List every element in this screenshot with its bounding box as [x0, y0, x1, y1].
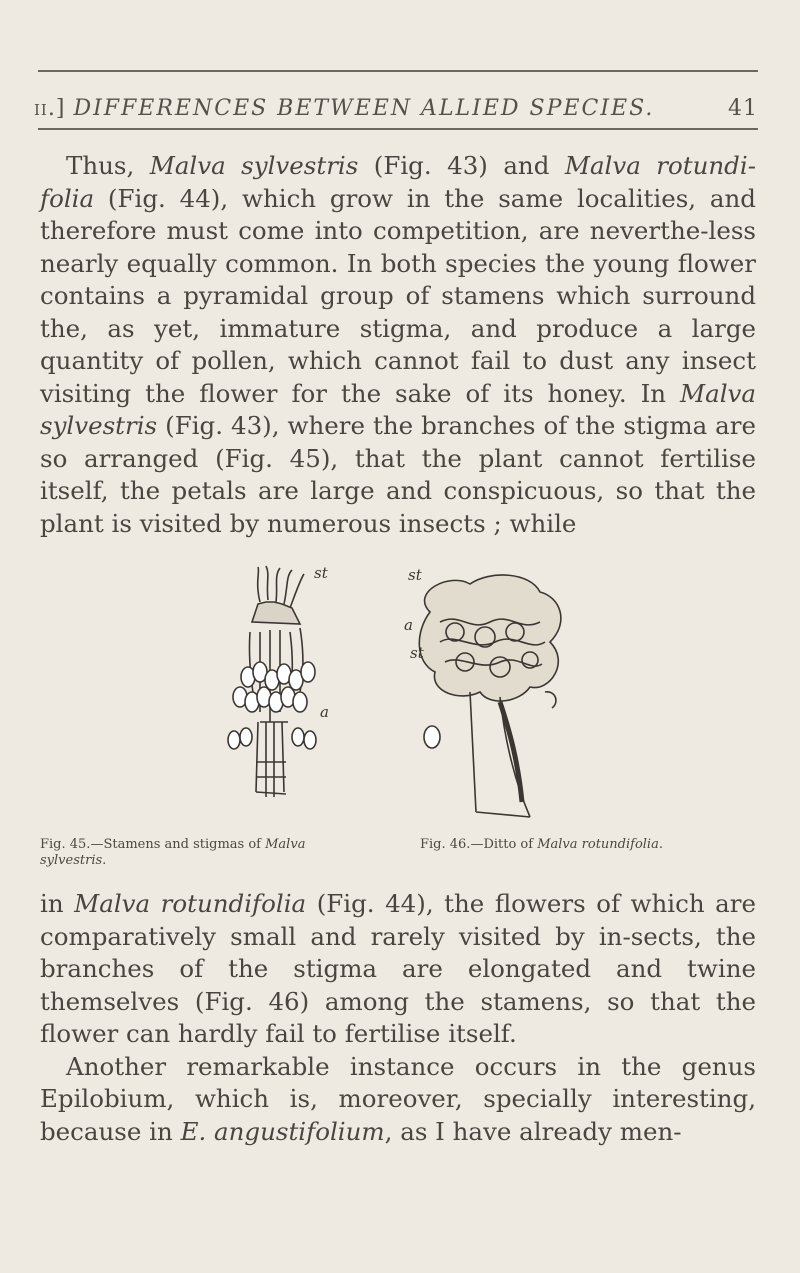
stamen-illustration — [200, 562, 620, 832]
top-rule — [38, 70, 758, 72]
italic-run: Malva sylvestris — [40, 378, 756, 440]
text-run: Another remarkable instance occurs in the genus Epilobium, which is, moreover, specially interesting, because in — [40, 1051, 756, 1146]
italic-run: Malva rotundifolia — [537, 837, 659, 852]
section-number: ii.] — [34, 96, 66, 121]
text-run: (Fig. 43), where the branches of the stigma are so arranged (Fig. 45), that the plant cannot fertilise itself, the petals are large and conspicuous, so that the plant is visited by numerous insects ; while — [40, 411, 756, 538]
caption-fig-46 — [420, 837, 800, 853]
text-run: , as I have already men- — [384, 1116, 682, 1146]
paragraph-2-block — [40, 888, 756, 1148]
text-run: Fig. 46.—Ditto of — [420, 837, 538, 852]
paragraph-3 — [40, 1051, 756, 1149]
figure-45-drawing — [228, 566, 316, 797]
italic-run: Malva sylvestris — [40, 837, 306, 868]
text-run: . — [658, 837, 663, 852]
text-run: (Fig. 44), which grow in the same localities, and therefore must come into competition, are neverthe-less nearly equally common. In both species the young flower contains a pyramidal group of stamens which surround the, as yet, immature stigma, and produce a large quantity of pollen, which cannot fail to dust any insect visiting the flower for the sake of its honey. In — [40, 183, 756, 408]
italic-run: Malva sylvestris — [149, 151, 359, 180]
running-header — [34, 96, 774, 121]
page-number: 41 — [728, 96, 758, 121]
header-rule — [38, 128, 758, 130]
paragraph-1 — [40, 150, 756, 540]
label-a-46: a — [404, 616, 413, 634]
caption-fig-45 — [40, 837, 370, 869]
text-run: Fig. 45.—Stamens and stigmas of — [40, 837, 266, 852]
label-st-46-mid: st — [410, 644, 424, 662]
italic-run: E. angustifolium — [180, 1116, 385, 1146]
label-st-45: st — [314, 564, 328, 582]
label-st-46-top: st — [408, 566, 422, 584]
italic-run: Malva rotundi-folia — [40, 151, 756, 213]
text-run: in — [40, 889, 75, 918]
text-run: (Fig. 44), the flowers of which are comparatively small and rarely visited by in-sects, the branches of the stigma are elongated and twine themselves (Fig. 46) among the stamens, so that the flower can hardly fail to fertilise itself. — [40, 889, 756, 1048]
text-run: . — [102, 853, 107, 868]
paragraph-2 — [40, 889, 756, 1048]
label-a-45: a — [320, 703, 329, 721]
text-run: Thus, — [66, 151, 150, 180]
figure-46-drawing — [419, 575, 561, 817]
italic-run: Malva rotundifolia — [74, 889, 307, 918]
text-run: (Fig. 43) and — [358, 151, 565, 180]
figure-labels — [314, 564, 425, 721]
page-title: DIFFERENCES BETWEEN ALLIED SPECIES. — [73, 96, 655, 121]
